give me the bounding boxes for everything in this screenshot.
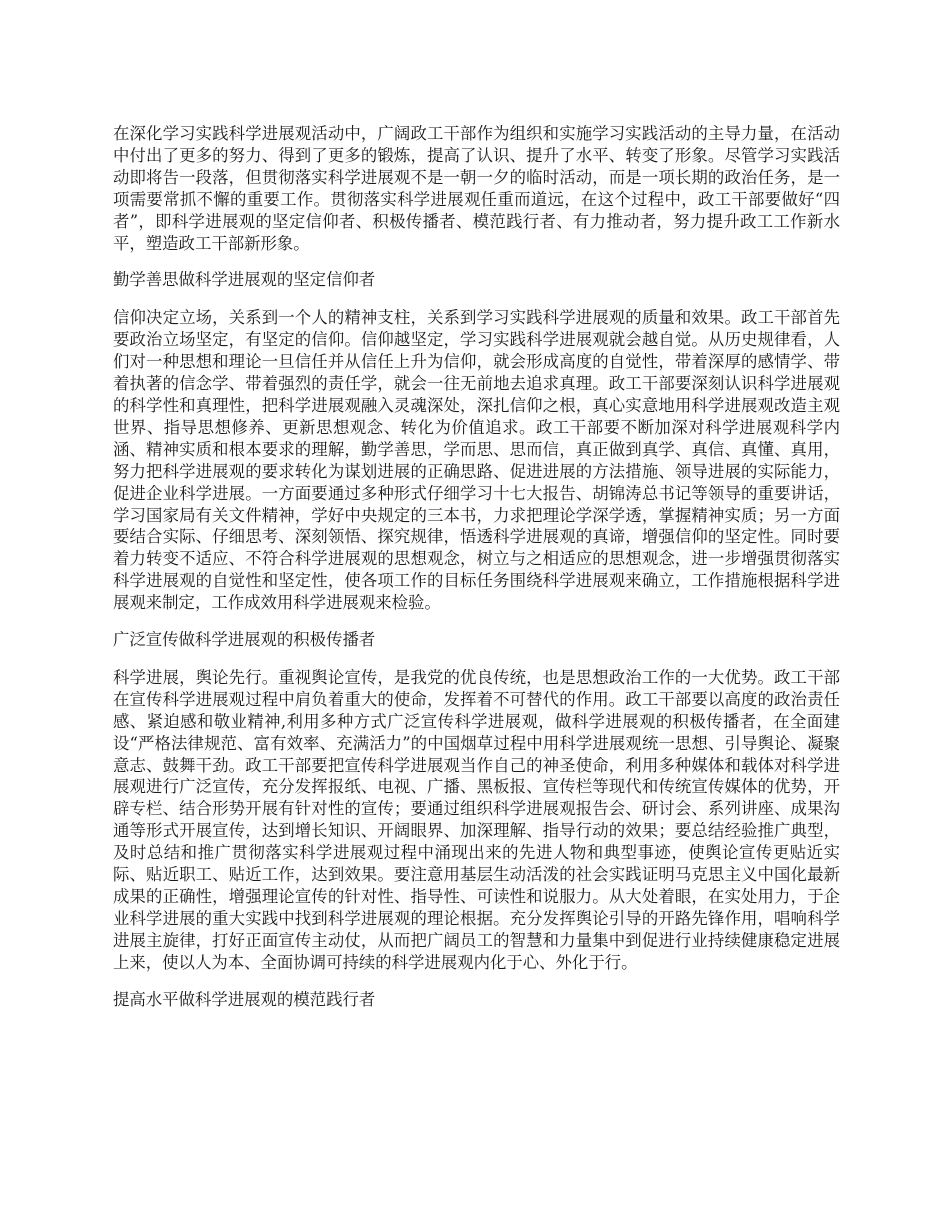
section-heading-2: 广泛宣传做科学进展观的积极传播者: [113, 630, 376, 650]
section-body-1: 信仰决定立场，关系到一个人的精神支柱，关系到学习实践科学进展观的质量和效果。政工干部首先要政治立场坚定，有坚定的信仰。信仰越坚定，学习实践科学进展观就会越自觉。从历史规律看，人们对一种思想和理论一旦信任并从信任上升为信仰，就会形成高度的自觉性，带着深厚的感情学、带着执著的信念学、带着强烈的责任学，就会一往无前地去追求真理。政工干部要深刻认识科学进展观的科学性和真理性，把科学进展观融入灵魂深处，深扎信仰之根，真心实意地用科学进展观改造主观世界、指导思想修养、更新思想观念、转化为价值追求。政工干部要不断加深对科学进展观科学内涵、精神实质和根本要求的理解，勤学善思，学而思、思而信，真正做到真学、真信、真懂、真用，努力把科学进展观的要求转化为谋划进展的正确思路、促进进展的方法措施、领导进展的实际能力，促进企业科学进展。一方面要通过多种形式仔细学习十七大报告、胡锦涛总书记等领导的重要讲话，学习国家局有关文件精神，学好中央规定的三本书，力求把理论学深学透，掌握精神实质；另一方面要结合实际、仔细思考、深刻领悟、探究规律，悟透科学进展观的真谛，增强信仰的坚定性。同时要着力转变不适应、不符合科学进展观的思想观念，树立与之相适应的思想观念，进一步增强贯彻落实科学进展观的自觉性和坚定性，使各项工作的目标任务围绕科学进展观来确立，工作措施根据科学进展观来制定，工作成效用科学进展观来检验。: [113, 308, 840, 613]
intro-paragraph: 在深化学习实践科学进展观活动中，广阔政工干部作为组织和实施学习实践活动的主导力量，在活动中付出了更多的努力、得到了更多的锻炼，提高了认识、提升了水平、转变了形象。尽管学习实践活动即将告一段落，但贯彻落实科学进展观不是一朝一夕的临时活动，而是一项长期的政治任务，是一项需要常抓不懈的重要工作。贯彻落实科学进展观任重而道远，在这个过程中，政工干部要做好“四者”，即科学进展观的坚定信仰者、积极传播者、模范践行者、有力推动者，努力提升政工工作新水平，塑造政工干部新形象。: [113, 124, 840, 253]
spacer: [113, 974, 840, 989]
spacer: [113, 614, 840, 629]
section-heading-1: 勤学善思做科学进展观的坚定信仰者: [113, 270, 376, 290]
spacer: [113, 651, 840, 667]
spacer: [113, 254, 840, 269]
document-page: [113, 123, 840, 1011]
spacer: [113, 291, 840, 307]
section-body-2: 科学进展，舆论先行。重视舆论宣传，是我党的优良传统，也是思想政治工作的一大优势。政工干部在宣传科学进展观过程中肩负着重大的使命，发挥着不可替代的作用。政工干部要以高度的政治责任感、紧迫感和敬业精神,利用多种方式广泛宣传科学进展观，做科学进展观的积极传播者，在全面建设“严格法律规范、富有效率、充满活力”的中国烟草过程中用科学进展观统一思想、引导舆论、凝聚意志、鼓舞干劲。政工干部要把宣传科学进展观当作自己的神圣使命，利用多种媒体和载体对科学进展观进行广泛宣传，充分发挥报纸、电视、广播、黑板报、宣传栏等现代和传统宣传媒体的优势，开辟专栏、结合形势开展有针对性的宣传；要通过组织科学进展观报告会、研讨会、系列讲座、成果沟通等形式开展宣传，达到增长知识、开阔眼界、加深理解、指导行动的效果；要总结经验推广典型，及时总结和推广贯彻落实科学进展观过程中涌现出来的先进人物和典型事迹，使舆论宣传更贴近实际、贴近职工、贴近工作，达到效果。要注意用基层生动活泼的社会实践证明马克思主义中国化最新成果的正确性，增强理论宣传的针对性、指导性、可读性和说服力。从大处着眼，在实处用力，于企业科学进展的重大实践中找到科学进展观的理论根据。充分发挥舆论引导的开路先锋作用，唱响科学进展主旋律，打好正面宣传主动仗，从而把广阔员工的智慧和力量集中到促进行业持续健康稳定进展上来，使以人为本、全面协调可持续的科学进展观内化于心、外化于行。: [113, 667, 840, 972]
section-heading-3: 提高水平做科学进展观的模范践行者: [113, 989, 376, 1009]
